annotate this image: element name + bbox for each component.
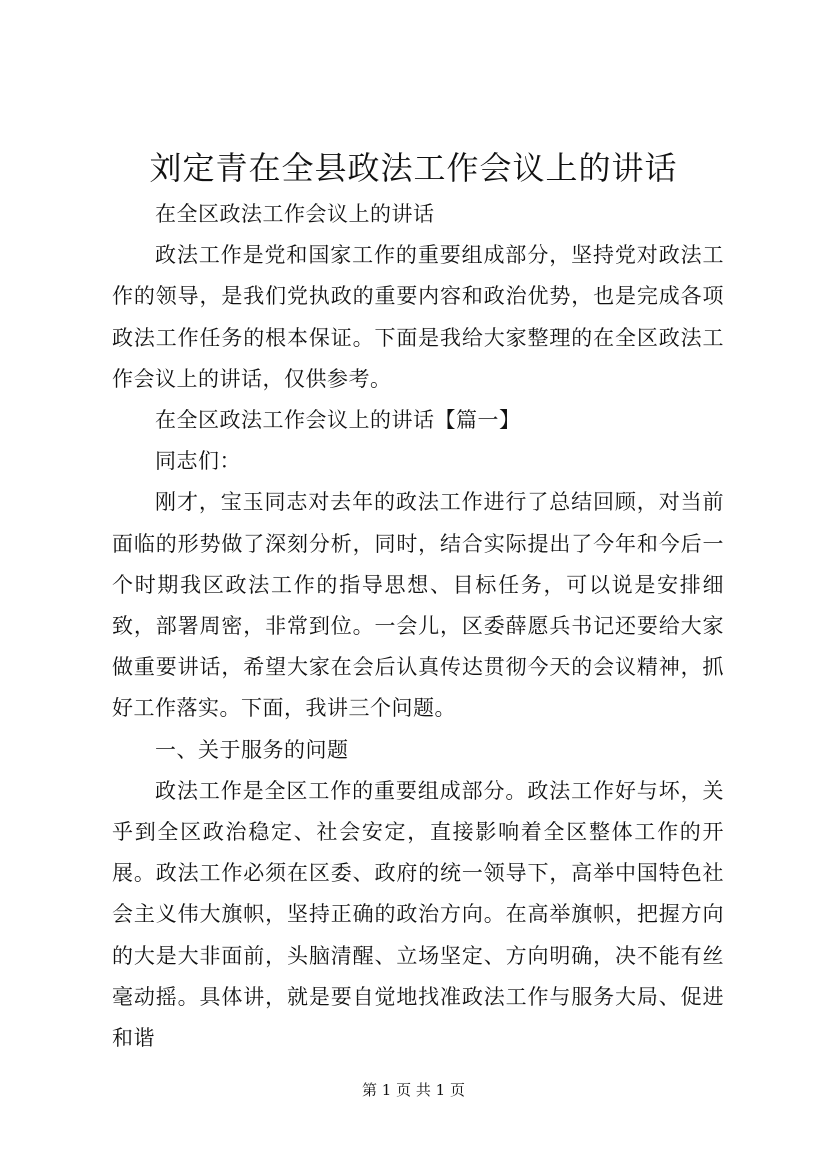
section-heading-part-one: 在全区政法工作会议上的讲话【篇一】 [155,408,521,433]
section-heading-service: 一、关于服务的问题 [155,737,349,762]
document-title: 刘定青在全县政法工作会议上的讲话 [149,149,678,187]
subtitle-paragraph: 在全区政法工作会议上的讲话 [155,202,435,226]
opening-paragraph: 刚才，宝玉同志对去年的政法工作进行了总结回顾，对当前面临的形势做了深刻分析，同时，结合实际提出了今年和今后一个时期我区政法工作的指导思想、目标任务，可以说是安排细致，部署周密，非常到位。一会儿，区委薛愿兵书记还要给大家做重要讲话，希望大家在会后认真传达贯彻今天的会议精神，抓好工作落实。下面，我讲三个问题。 [112,490,724,721]
document-body [112,194,724,1059]
salutation-paragraph: 同志们： [155,449,242,474]
page-number-footer: 第 1 页 共 1 页 [362,1081,465,1099]
service-paragraph: 政法工作是全区工作的重要组成部分。政法工作好与坏，关乎到全区政治稳定、社会安定，直接影响着全区整体工作的开展。政法工作必须在区委、政府的统一领导下，高举中国特色社会主义伟大旗帜，坚持正确的政治方向。在高举旗帜，把握方向的大是大非面前，头脑清醒、立场坚定、方向明确，决不能有丝毫动摇。具体讲，就是要自觉地找准政法工作与服务大局、促进和谐 [112,778,724,1051]
intro-paragraph: 政法工作是党和国家工作的重要组成部分，坚持党对政法工作的领导，是我们党执政的重要内容和政治优势，也是完成各项政法工作任务的根本保证。下面是我给大家整理的在全区政法工作会议上的讲话，仅供参考。 [112,243,724,391]
